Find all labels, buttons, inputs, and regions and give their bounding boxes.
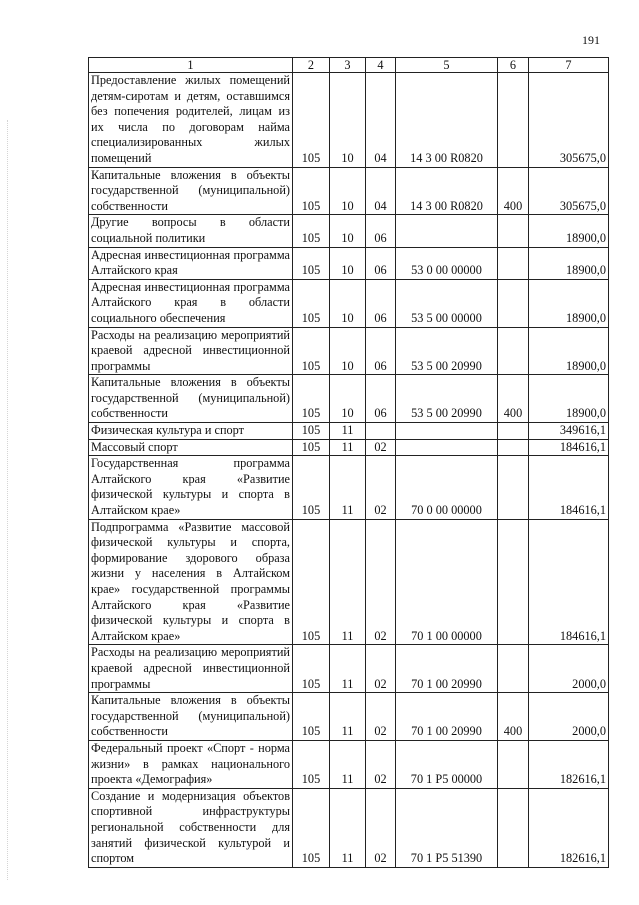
row-amount: 184616,1 <box>529 439 609 456</box>
row-target: 70 1 00 00000 <box>396 519 498 645</box>
row-subsection: 02 <box>366 740 396 788</box>
row-name: Расходы на реализацию мероприятий краевой адресной инвестиционной программы <box>89 327 293 375</box>
row-kind: 400 <box>498 167 529 215</box>
row-kind <box>498 456 529 519</box>
row-section: 10 <box>330 375 366 423</box>
row-ministry: 105 <box>293 693 330 741</box>
row-subsection: 06 <box>366 247 396 279</box>
row-amount: 18900,0 <box>529 279 609 327</box>
row-target: 53 0 00 00000 <box>396 247 498 279</box>
table-row <box>89 788 609 867</box>
table-row <box>89 327 609 375</box>
row-amount: 182616,1 <box>529 740 609 788</box>
row-name: Расходы на реализацию мероприятий краевой адресной инвестиционной программы <box>89 645 293 693</box>
table-row <box>89 740 609 788</box>
row-name: Массовый спорт <box>89 439 293 456</box>
row-name: Государственная программа Алтайского края «Развитие физической культуры и спорта в Алтайском крае» <box>89 456 293 519</box>
row-section: 11 <box>330 645 366 693</box>
row-subsection: 06 <box>366 327 396 375</box>
table-row <box>89 375 609 423</box>
row-amount: 18900,0 <box>529 327 609 375</box>
row-section: 11 <box>330 456 366 519</box>
row-section: 10 <box>330 73 366 168</box>
row-ministry: 105 <box>293 456 330 519</box>
row-amount: 18900,0 <box>529 247 609 279</box>
row-kind <box>498 215 529 247</box>
table-row <box>89 439 609 456</box>
row-target: 14 3 00 R0820 <box>396 167 498 215</box>
row-amount: 18900,0 <box>529 215 609 247</box>
row-subsection: 06 <box>366 279 396 327</box>
row-name: Капитальные вложения в объекты государственной (муниципальной) собственности <box>89 375 293 423</box>
row-amount: 182616,1 <box>529 788 609 867</box>
row-target: 53 5 00 20990 <box>396 375 498 423</box>
row-kind <box>498 247 529 279</box>
table-row <box>89 645 609 693</box>
row-target <box>396 423 498 440</box>
header-col-5: 5 <box>396 58 498 73</box>
header-col-1: 1 <box>89 58 293 73</box>
row-section: 10 <box>330 167 366 215</box>
table-row <box>89 519 609 645</box>
row-ministry: 105 <box>293 215 330 247</box>
header-col-2: 2 <box>293 58 330 73</box>
row-section: 10 <box>330 247 366 279</box>
row-ministry: 105 <box>293 73 330 168</box>
table-header-row <box>89 58 609 73</box>
row-section: 10 <box>330 327 366 375</box>
row-name: Капитальные вложения в объекты государственной (муниципальной) собственности <box>89 693 293 741</box>
row-ministry: 105 <box>293 167 330 215</box>
row-target: 70 1 Р5 51390 <box>396 788 498 867</box>
row-subsection: 02 <box>366 439 396 456</box>
row-subsection <box>366 423 396 440</box>
table-row <box>89 423 609 440</box>
row-ministry: 105 <box>293 423 330 440</box>
row-name: Адресная инвестиционная программа Алтайского края <box>89 247 293 279</box>
header-col-4: 4 <box>366 58 396 73</box>
row-target: 14 3 00 R0820 <box>396 73 498 168</box>
table-row <box>89 279 609 327</box>
row-ministry: 105 <box>293 519 330 645</box>
row-target: 70 1 Р5 00000 <box>396 740 498 788</box>
row-amount: 184616,1 <box>529 456 609 519</box>
row-ministry: 105 <box>293 788 330 867</box>
row-kind: 400 <box>498 375 529 423</box>
row-kind: 400 <box>498 693 529 741</box>
row-name: Подпрограмма «Развитие массовой физической культуры и спорта, формирование здорового образа жизни у населения в Алтайском крае» государственной программы Алтайского края «Развитие физической культуры и спорта в Алтайском крае» <box>89 519 293 645</box>
row-amount: 2000,0 <box>529 645 609 693</box>
row-subsection: 02 <box>366 788 396 867</box>
row-target: 70 0 00 00000 <box>396 456 498 519</box>
page-number: 191 <box>582 33 600 47</box>
row-section: 11 <box>330 423 366 440</box>
row-name: Федеральный проект «Спорт - норма жизни» в рамках национального проекта «Демография» <box>89 740 293 788</box>
table-row <box>89 456 609 519</box>
row-target: 53 5 00 00000 <box>396 279 498 327</box>
row-section: 11 <box>330 788 366 867</box>
row-amount: 305675,0 <box>529 73 609 168</box>
row-subsection: 02 <box>366 456 396 519</box>
row-section: 11 <box>330 439 366 456</box>
table-row <box>89 167 609 215</box>
row-kind <box>498 645 529 693</box>
table-row <box>89 693 609 741</box>
budget-table <box>88 57 609 868</box>
row-name: Физическая культура и спорт <box>89 423 293 440</box>
row-subsection: 02 <box>366 645 396 693</box>
row-section: 10 <box>330 215 366 247</box>
row-amount: 349616,1 <box>529 423 609 440</box>
row-section: 11 <box>330 740 366 788</box>
row-name: Предоставление жилых помещений детям-сиротам и детям, оставшимся без попечения родителей, лицам из их числа по договорам найма специализированных жилых помещений <box>89 73 293 168</box>
row-target <box>396 439 498 456</box>
row-kind <box>498 327 529 375</box>
row-kind <box>498 788 529 867</box>
row-target: 70 1 00 20990 <box>396 693 498 741</box>
row-ministry: 105 <box>293 247 330 279</box>
row-section: 11 <box>330 693 366 741</box>
row-section: 10 <box>330 279 366 327</box>
header-col-6: 6 <box>498 58 529 73</box>
row-name: Адресная инвестиционная программа Алтайского края в области социального обеспечения <box>89 279 293 327</box>
row-ministry: 105 <box>293 327 330 375</box>
table-row <box>89 247 609 279</box>
row-ministry: 105 <box>293 375 330 423</box>
row-target: 70 1 00 20990 <box>396 645 498 693</box>
row-subsection: 06 <box>366 375 396 423</box>
table-row <box>89 73 609 168</box>
scan-margin-line <box>7 120 9 880</box>
row-name: Создание и модернизация объектов спортивной инфраструктуры региональной собственности для занятий физической культурой и спортом <box>89 788 293 867</box>
row-target <box>396 215 498 247</box>
row-ministry: 105 <box>293 645 330 693</box>
header-col-3: 3 <box>330 58 366 73</box>
row-section: 11 <box>330 519 366 645</box>
row-ministry: 105 <box>293 279 330 327</box>
row-kind <box>498 439 529 456</box>
table-row <box>89 215 609 247</box>
row-ministry: 105 <box>293 740 330 788</box>
row-name: Другие вопросы в области социальной политики <box>89 215 293 247</box>
row-amount: 305675,0 <box>529 167 609 215</box>
row-amount: 18900,0 <box>529 375 609 423</box>
row-kind <box>498 279 529 327</box>
row-subsection: 04 <box>366 167 396 215</box>
row-kind <box>498 519 529 645</box>
row-amount: 2000,0 <box>529 693 609 741</box>
row-amount: 184616,1 <box>529 519 609 645</box>
row-name: Капитальные вложения в объекты государственной (муниципальной) собственности <box>89 167 293 215</box>
row-subsection: 04 <box>366 73 396 168</box>
row-subsection: 02 <box>366 693 396 741</box>
row-subsection: 02 <box>366 519 396 645</box>
row-kind <box>498 73 529 168</box>
row-subsection: 06 <box>366 215 396 247</box>
header-col-7: 7 <box>529 58 609 73</box>
row-target: 53 5 00 20990 <box>396 327 498 375</box>
row-kind <box>498 740 529 788</box>
row-ministry: 105 <box>293 439 330 456</box>
row-kind <box>498 423 529 440</box>
